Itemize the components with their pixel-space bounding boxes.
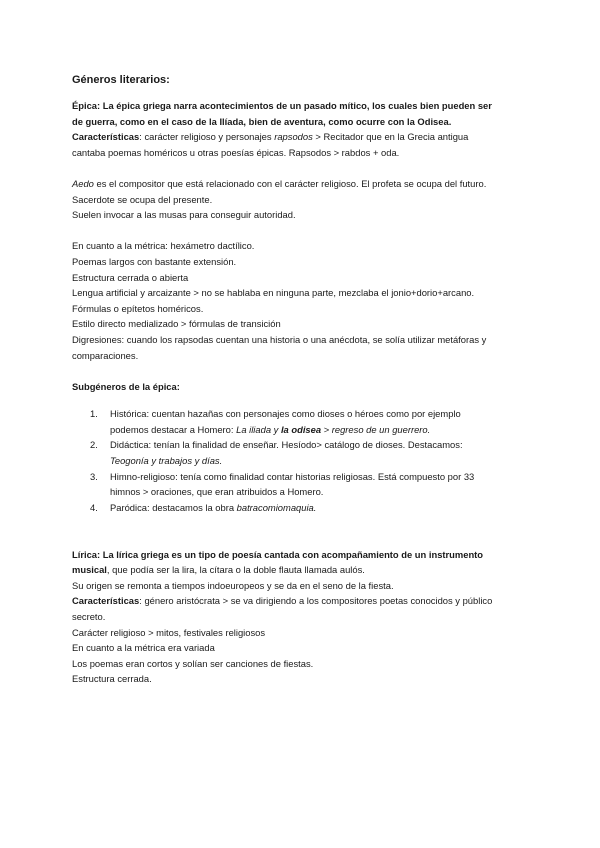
musas-line: Suelen invocar a las musas para conseguir autoridad. [72,209,296,221]
lirica-line: Los poemas eran cortos y solían ser canciones de fiestas. [72,657,314,669]
lirica-label: Lírica [72,548,98,560]
list-bolditalic: la odisea [280,423,322,435]
spacer [72,531,500,547]
epica-line: Estilo directo medializado > fórmulas de transición [72,318,281,330]
list-text: Didáctica: tenían la finalidad de enseñar. Hesíodo> catálogo de dioses. Destacamos: [110,439,463,451]
list-item [72,406,500,437]
list-text: Histórica: cuentan hazañas con personajes como dioses o héroes como por ejemplo podemos destacar a Homero: [110,408,461,435]
list-number: 1. [90,408,98,420]
lirica-caract-label: Características [72,595,140,607]
lirica-caracteristicas [72,593,500,624]
spacer [72,223,500,239]
list-text: Himno-religioso: tenía como finalidad contar historias religiosas. Está compuesto por 33 himnos > oraciones, que eran atribuidos a Homero. [110,470,475,498]
epica-line: En cuanto a la métrica: hexámetro dactílico. [72,240,255,252]
epica-line: Lengua artificial y arcaizante > no se hablaba en ninguna parte, mezclaba el jonio+dorio+arcano. [72,287,475,299]
lirica-rest: , que podía ser la lira, la cítara o la doble flauta llamada aulós. [106,564,365,576]
aedo-word: Aedo [72,177,94,189]
lirica-origen: Su origen se remonta a tiempos indoeuropeos y se da en el seno de la fiesta. [72,579,394,591]
list-italic: > regreso de un guerrero. [321,423,431,435]
spacer [72,363,500,379]
epica-line: Poemas largos con bastante extensión. [72,255,237,267]
spacer [72,160,500,176]
subgeneros-title: Subgéneros de la épica: [72,380,180,392]
lirica-line: Estructura cerrada. [72,673,152,685]
list-item [72,469,500,500]
epica-paragraph [72,98,500,129]
list-number: 3. [90,470,98,482]
subgeneros-list [72,406,500,515]
list-text: Paródica: destacamos la obra [110,501,237,513]
lirica-paragraph [72,547,500,578]
list-item [72,437,500,468]
epica-caract-text2: > Recitador que en la Grecia antigua cantaba poemas homéricos u otras poesías épicas. Rapsodos > rabdos + oda. [72,131,469,158]
spacer [72,515,500,531]
epica-line: Digresiones: cuando los rapsodas cuentan una historia o una anécdota, se solía utilizar metáforas y comparaciones. [72,333,487,361]
list-italic: La iliada y [236,423,281,435]
epica-sentence: : La épica griega narra acontecimientos de un pasado mítico, los cuales bien pueden ser de guerra, como en el caso de la Ilíada, bien de aventura, como ocurre con la Odisea. [72,100,492,127]
page-title: Géneros literarios: [72,74,170,86]
list-italic: batracomiomaquia. [236,501,317,513]
epica-label: Épica [72,100,98,111]
lirica-bold: : La lírica griega es un tipo de poesía cantada con acompañamiento de un instrumento musical [72,548,484,576]
epica-line: Estructura cerrada o abierta [72,271,189,283]
epica-caract-text1: : carácter religioso y personajes [139,131,275,143]
lirica-line: En cuanto a la métrica era variada [72,642,215,654]
lirica-caract-text: : género aristócrata > se va dirigiendo a los compositores poetas conocidos y público secreto. [72,595,493,622]
epica-line: Fórmulas o epítetos homéricos. [72,302,204,314]
aedo-text: es el compositor que está relacionado con el carácter religioso. El profeta se ocupa del futuro. Sacerdote se ocupa del presente. [72,177,487,205]
list-italic: Teogonía y trabajos y días. [110,455,223,467]
epica-caract-label: Características [72,131,140,143]
epica-caracteristicas [72,129,500,160]
list-item [72,500,500,516]
lirica-line: Carácter religioso > mitos, festivales religiosos [72,626,266,638]
list-number: 4. [90,501,98,513]
list-number: 2. [90,439,98,451]
epica-rapsodos: rapsodos [274,131,313,143]
aedo-paragraph [72,176,500,207]
